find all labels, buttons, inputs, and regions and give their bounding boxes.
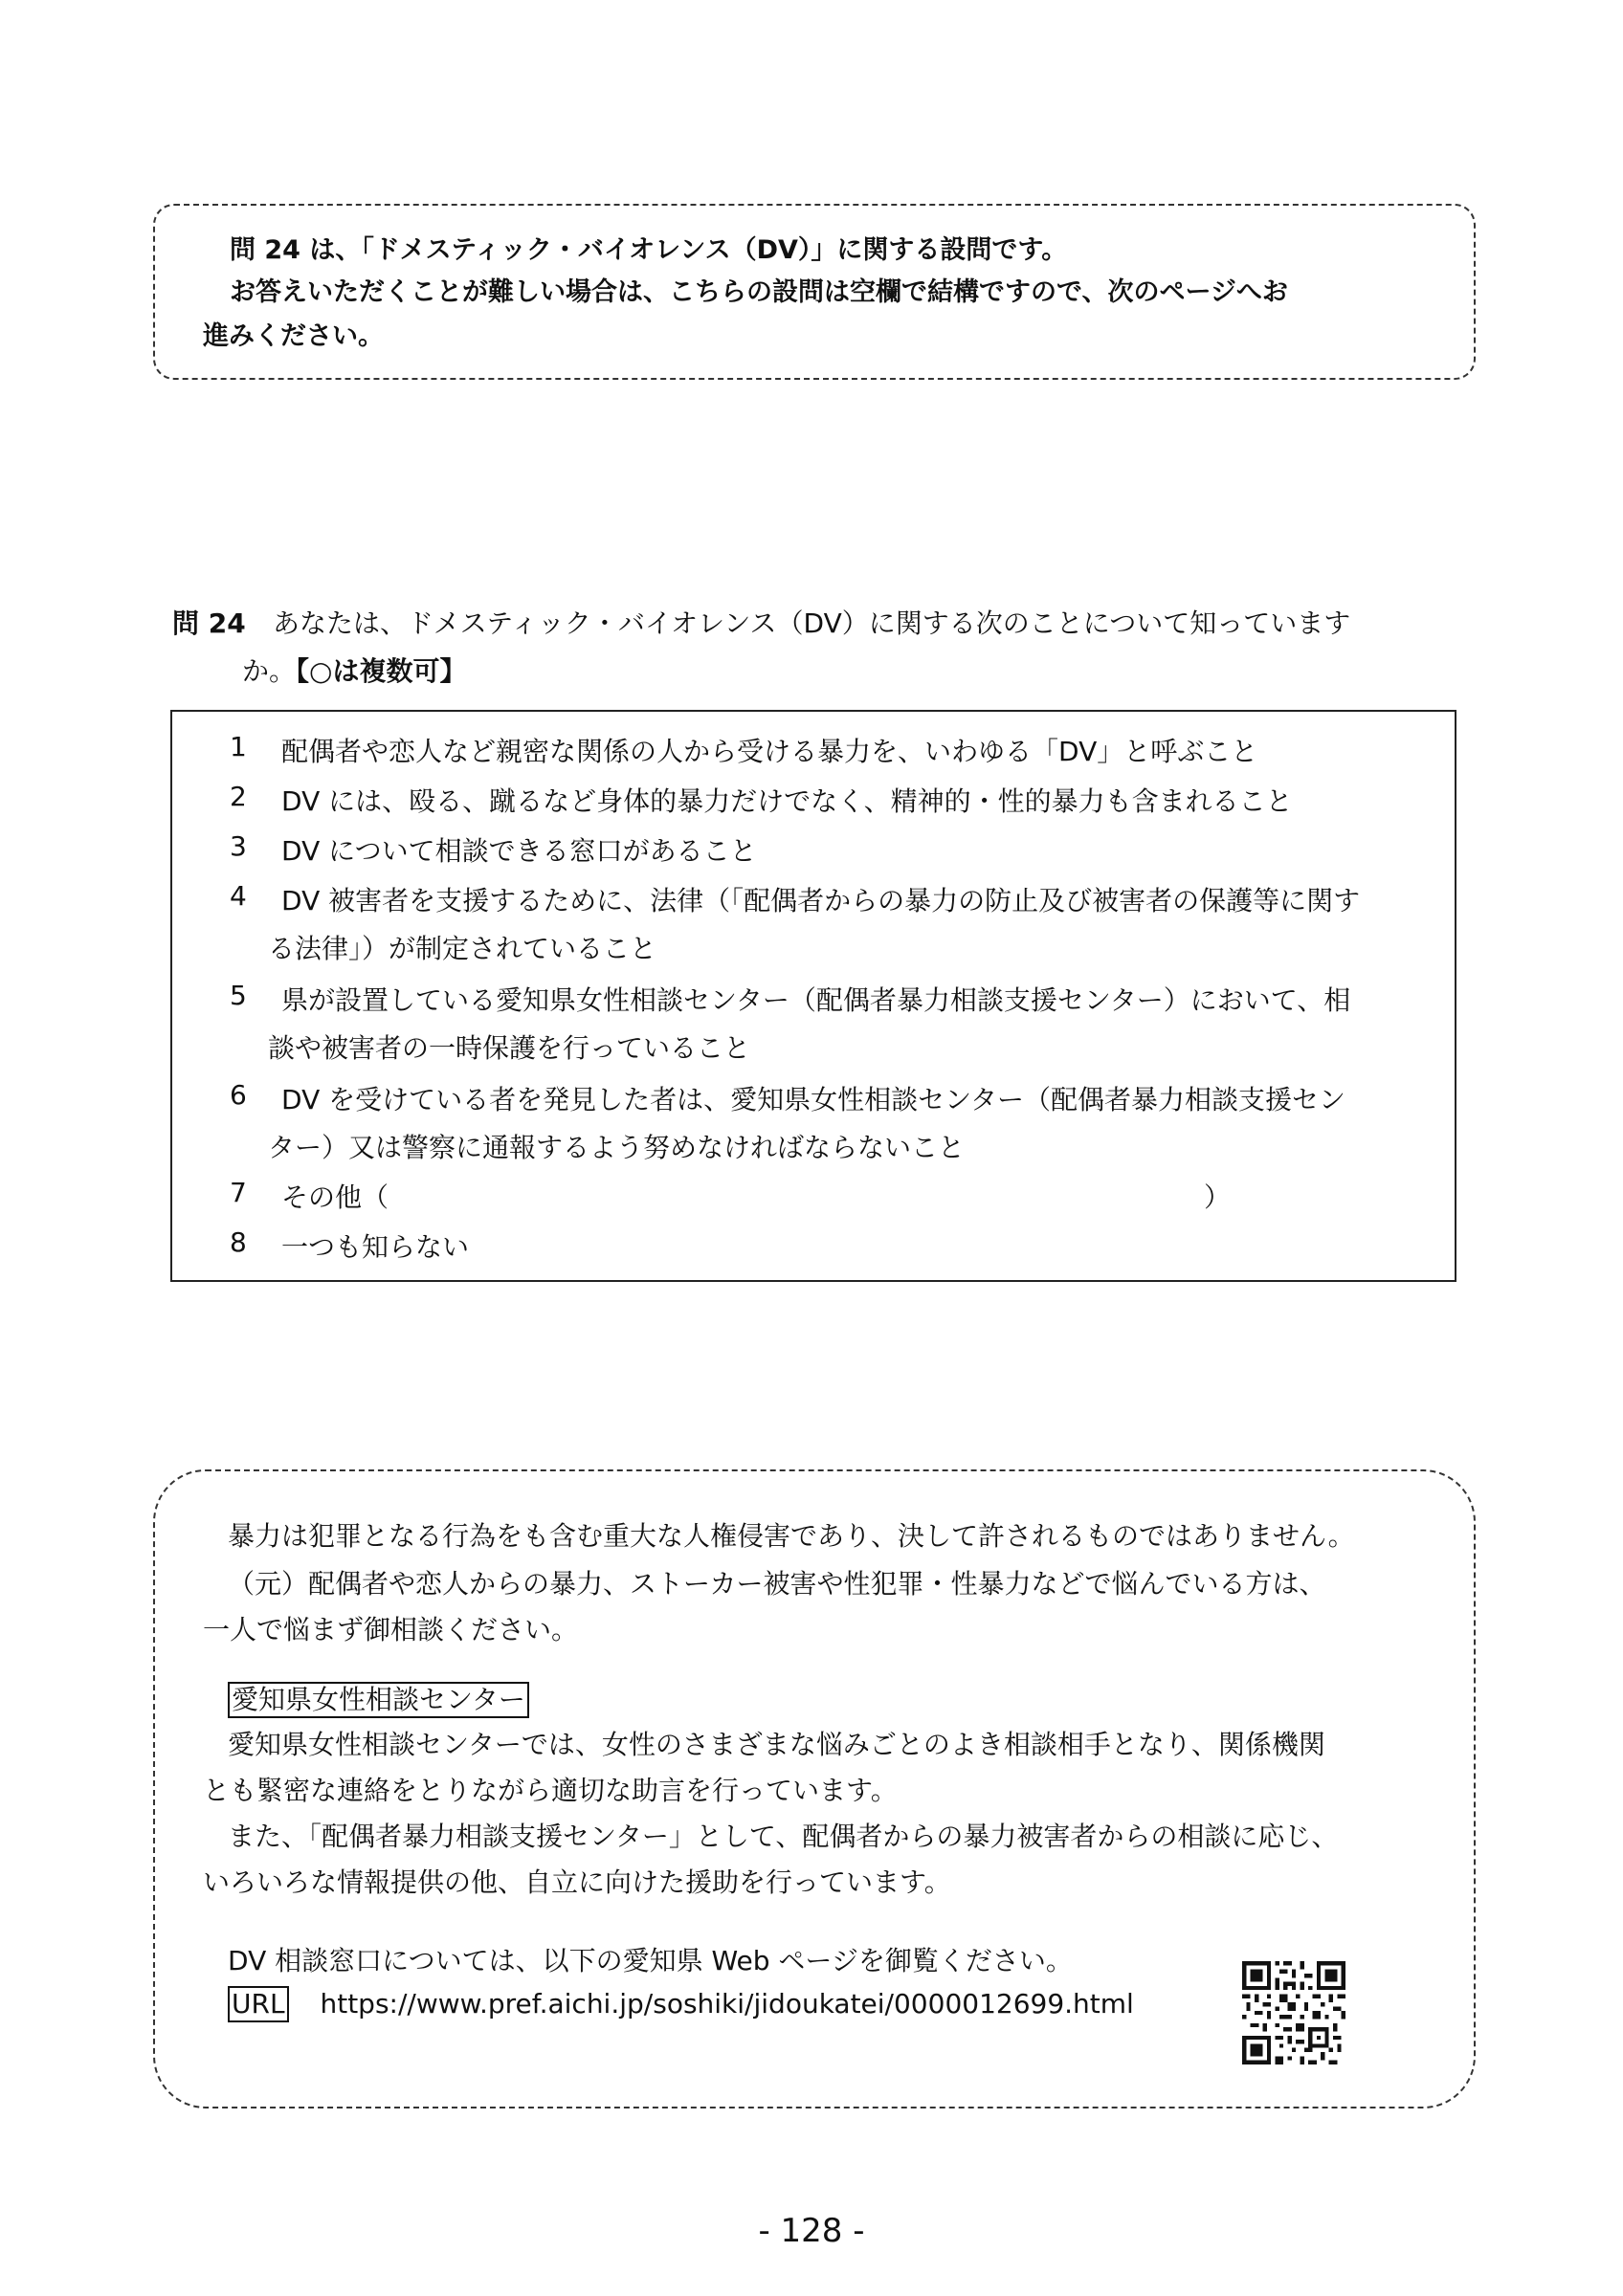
option-number: 5	[230, 980, 247, 1011]
option-number: 4	[230, 880, 247, 912]
notice-box	[153, 204, 1476, 380]
info-box	[153, 1469, 1476, 2108]
question-text-line2: か。	[242, 655, 297, 687]
info-p2-line4: いろいろな情報提供の他、自立に向けた援助を行っています。	[203, 1866, 951, 1898]
notice-line-3: 進みください。	[203, 321, 384, 351]
option-number: 3	[230, 830, 247, 862]
question-number: 問 24	[172, 607, 246, 639]
options-box	[170, 710, 1456, 1282]
center-title: 愛知県女性相談センター	[228, 1682, 529, 1718]
option-number: 7	[230, 1177, 247, 1208]
url-row	[228, 1986, 1134, 2022]
qr-code-icon[interactable]	[1242, 1961, 1345, 2064]
info-p1-line3: 一人で悩まず御相談ください。	[203, 1614, 579, 1645]
option-text: DV を受けている者を発見した者は、愛知県女性相談センター（配偶者暴力相談支援セン	[281, 1084, 1346, 1115]
info-p3-line1: DV 相談窓口については、以下の愛知県 Web ページを御覧ください。	[228, 1945, 1073, 1976]
option-text: 県が設置している愛知県女性相談センター（配偶者暴力相談支援センター）において、相	[281, 984, 1351, 1016]
info-p1-line2: （元）配偶者や恋人からの暴力、ストーカー被害や性犯罪・性暴力などで悩んでいる方は、	[228, 1568, 1326, 1600]
info-p2-line2: とも緊密な連絡をとりながら適切な助言を行っています。	[203, 1775, 898, 1806]
option-5-continued: 談や被害者の一時保護を行っていること	[268, 1032, 751, 1064]
option-text: 配偶者や恋人など親密な関係の人から受ける暴力を、いわゆる「DV」と呼ぶこと	[281, 736, 1258, 767]
question-text: あなたは、ドメスティック・バイオレンス（DV）に関する次のことについて知っています	[273, 607, 1351, 639]
option-7-close-paren: ）	[1204, 1181, 1232, 1213]
option-text: 一つも知らない	[281, 1231, 470, 1263]
option-text: その他（	[281, 1181, 389, 1213]
option-text: DV 被害者を支援するために、法律（「配偶者からの暴力の防止及び被害者の保護等に関す	[281, 885, 1361, 916]
url-label: URL	[228, 1986, 289, 2022]
url-link[interactable]: https://www.pref.aichi.jp/soshiki/jidoukatei/0000012699.html	[320, 1988, 1134, 2020]
option-number: 6	[230, 1079, 247, 1111]
option-4-continued: る法律」）が制定されていること	[268, 933, 657, 964]
option-6-continued: ター）又は警察に通報するよう努めなければならないこと	[268, 1132, 966, 1163]
info-p2-line3: また、「配偶者暴力相談支援センター」として、配偶者からの暴力被害者からの相談に応じ、	[228, 1821, 1339, 1852]
notice-line-1: 問 24 は、「ドメスティック・バイオレンス（DV）」に関する設問です。	[230, 235, 1068, 265]
question-instruction: 【○は複数可】	[296, 655, 467, 687]
page-number: - 128 -	[758, 2212, 865, 2250]
notice-line-2: お答えいただくことが難しい場合は、こちらの設問は空欄で結構ですので、次のページへお	[230, 277, 1288, 307]
info-p2-line1: 愛知県女性相談センターでは、女性のさまざまな悩みごとのよき相談相手となり、関係機関	[228, 1729, 1325, 1760]
option-number: 2	[230, 781, 247, 812]
option-number: 8	[230, 1226, 247, 1258]
option-number: 1	[230, 731, 247, 762]
option-text: DV には、殴る、蹴るなど身体的暴力だけでなく、精神的・性的暴力も含まれること	[281, 785, 1293, 817]
question-text-continued	[242, 651, 466, 689]
center-title-wrap	[228, 1682, 529, 1718]
info-p1-line1: 暴力は犯罪となる行為をも含む重大な人権侵害であり、決して許されるものではありません。	[228, 1520, 1355, 1552]
option-text: DV について相談できる窓口があること	[281, 835, 757, 867]
